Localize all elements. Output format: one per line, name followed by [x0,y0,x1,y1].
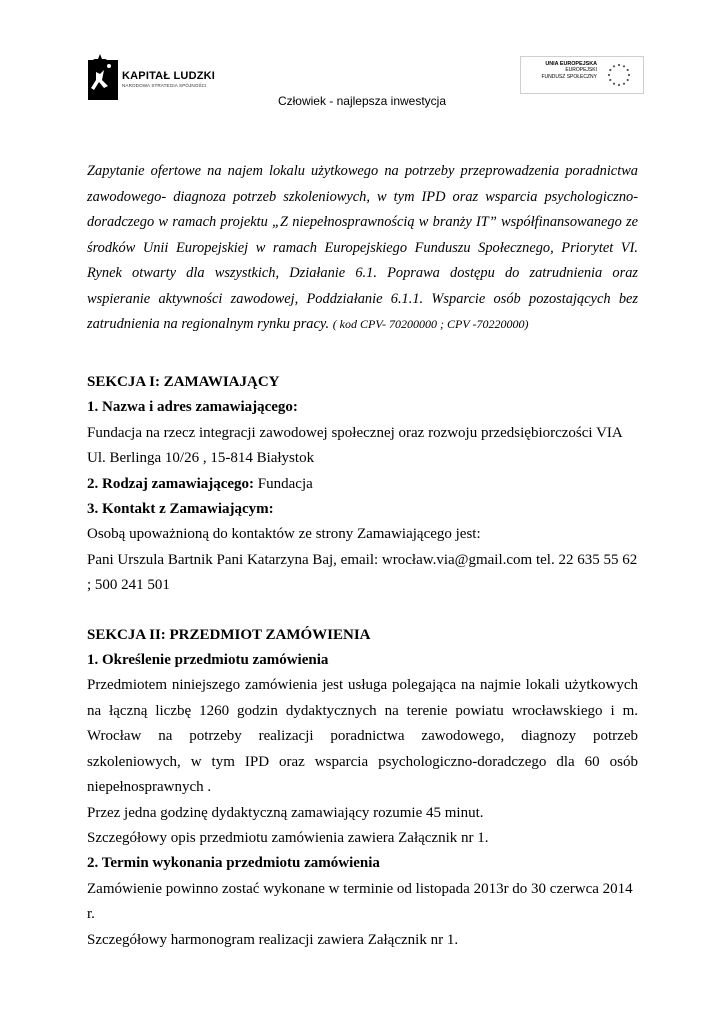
eu-logo [520,56,644,94]
section-2-heading-1: 1. Określenie przedmiotu zamówienia [87,652,329,669]
kapital-ludzki-brand: KAPITAŁ LUDZKI [122,70,216,82]
eu-line-2: EUROPEJSKI [565,67,597,74]
completion-deadline: Zamówienie powinno zostać wykonane w terminie od listopada 2013r do 30 czerwca 2014 r. [87,880,633,923]
schedule-note: Szczegółowy harmonogram realizacji zawiera Załącznik nr 1. [87,931,459,948]
order-subject-paragraph: Przedmiotem niniejszego zamówienia jest usługa polegająca na najmie lokali użytkowych na łączną liczbę 1260 godzin dydaktycznych na terenie powiatu wrocławskiego i m. Wrocław na potrzeby realizacji poradnictwa zawodowego, diagnozy potrzeb szkoleniowych, w tym IPD oraz wsparcia psychologiczno-doradczego dla 60 osób niepełnosprawnych . [87,677,638,796]
section-1-heading-1: 1. Nazwa i adres zamawiającego: [87,399,298,416]
kapital-ludzki-subtitle: NARODOWA STRATEGIA SPÓJNOŚCI [122,83,207,88]
authority-type: Fundacja [254,475,313,492]
cpv-code: ( kod CPV- 70200000 ; CPV -70220000) [332,317,529,331]
contact-intro: Osobą upoważnioną do kontaktów ze strony Zamawiającego jest: [87,526,481,543]
document-body [87,370,638,953]
tagline: Człowiek - najlepsza inwestycja [277,94,447,108]
didactic-hour-definition: Przez jedna godzinę dydaktyczną zamawiający rozumie 45 minut. [87,804,484,821]
contact-details: Pani Urszula Bartnik Pani Katarzyna Baj, email: wrocław.via@gmail.com tel. 22 635 55 62 ; 500 241 501 [87,551,638,594]
section-2-title: SEKCJA II: PRZEDMIOT ZAMÓWIENIA [87,626,371,643]
eu-line-1: UNIA EUROPEJSKA [545,61,597,67]
detailed-description-note: Szczegółowy opis przedmiotu zamówienia zawiera Załącznik nr 1. [87,829,489,846]
contracting-authority-address: Ul. Berlinga 10/26 , 15-814 Białystok [87,450,315,467]
intro-paragraph [87,159,638,338]
section-2-heading-2: 2. Termin wykonania przedmiotu zamówienia [87,855,380,872]
intro-text: Zapytanie ofertowe na najem lokalu użytkowego na potrzeby przeprowadzenia poradnictwa zawodowego- diagnoza potrzeb szkoleniowych, w tym IPD oraz wsparcia psychologiczno-doradczego w ramach projektu „Z niepełnosprawnością w branży IT” współfinansowanego ze środków Unii Europejskiej w ramach Europejskiego Funduszu Społecznego, Priorytet VI. Rynek otwarty dla wszystkich, Działanie 6.1. Poprawa dostępu do zatrudnienia oraz wspieranie aktywności zawodowej, Poddziałanie 6.1.1. Wsparcie osób pozostających bez zatrudnienia na regionalnym rynku pracy. [87,163,638,332]
section-1-title: SEKCJA I: ZAMAWIAJĄCY [87,374,280,390]
eu-line-3: FUNDUSZ SPOŁECZNY [541,73,597,80]
section-1-heading-2: 2. Rodzaj zamawiającego: [87,475,255,492]
eu-flag-icon [599,60,639,90]
contracting-authority-name: Fundacja na rzecz integracji zawodowej społecznej oraz rozwoju przedsiębiorczości VIA [87,424,623,441]
authority-type-line [87,472,638,497]
page-header [0,0,724,140]
section-1-heading-3: 3. Kontakt z Zamawiającym: [87,501,274,518]
